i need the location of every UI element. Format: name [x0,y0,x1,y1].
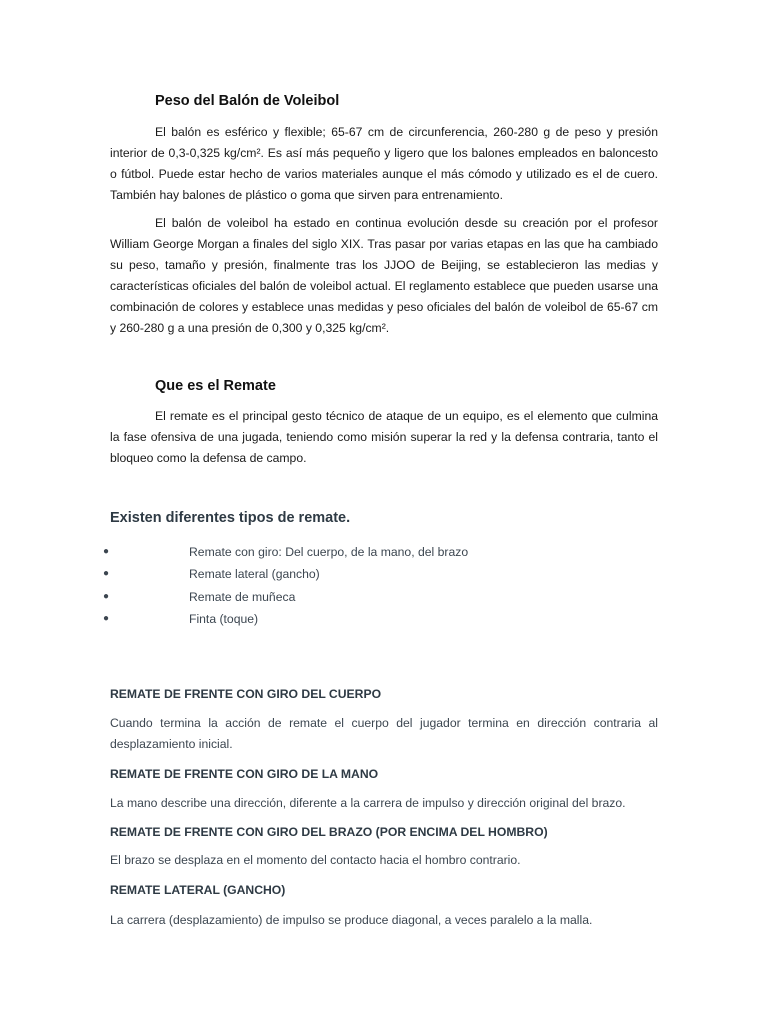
paragraph-giro-brazo: El brazo se desplaza en el momento del contacto hacia el hombro contrario. [110,853,521,867]
paragraph-giro-mano: La mano describe una dirección, diferente a la carrera de impulso y dirección original del brazo. [110,796,626,810]
list-item [103,586,658,608]
bullet-icon: ● [103,590,110,602]
bullet-icon: ● [103,546,110,557]
heading-tipos-remate: Existen diferentes tipos de remate. [110,510,351,526]
subheading-giro-cuerpo: REMATE DE FRENTE CON GIRO DEL CUERPO [110,687,382,701]
list-item [103,563,658,585]
subheading-giro-brazo: REMATE DE FRENTE CON GIRO DEL BRAZO (POR ENCIMA DEL HOMBRO) [110,825,548,839]
list-tipos-remate [103,541,658,630]
list-item-text: Remate lateral (gancho) [189,567,320,582]
subheading-remate-lateral: REMATE LATERAL (GANCHO) [110,883,286,897]
paragraph-balon-esferico: El balón es esférico y flexible; 65-67 cm de circunferencia, 260-280 g de peso y presión interior de 0,3-0,325 kg/cm². Es así más pequeño y ligero que los balones empleados en baloncesto o fútbol. Puede estar hecho de varios materiales aunque el más cómodo y utilizado es el de cuero. También hay balones de plástico o goma que sirven para entrenamiento. [110,125,658,202]
list-item-text: Finta (toque) [189,611,259,626]
list-item-text: Remate con giro: Del cuerpo, de la mano, del brazo [189,545,469,559]
paragraph-evolucion-balon: El balón de voleibol ha estado en continua evolución desde su creación por el profesor William George Morgan a finales del siglo XIX. Tras pasar por varias etapas en las que ha cambiado su peso, tamaño y presión, finalmente tras los JJOO de Beijing, se establecieron las medias y características oficiales del balón de voleibol actual. El reglamento establece que pueden usarse una combinación de colores y establece unas medidas y peso oficiales del balón de voleibol de 65-67 cm y 260-280 g a una presión de 0,300 y 0,325 kg/cm². [110,216,658,335]
bullet-icon: ● [103,568,110,580]
paragraph-remate-definicion: El remate es el principal gesto técnico de ataque de un equipo, es el elemento que culmina la fase ofensiva de una jugada, teniendo como misión superar la red y la defensa contraria, tanto el bloqueo como la defensa de campo. [110,409,658,465]
heading-que-es-remate: Que es el Remate [155,378,276,394]
paragraph-giro-cuerpo: Cuando termina la acción de remate el cuerpo del jugador termina en dirección contraria al desplazamiento inicial. [110,716,658,751]
list-item-text: Remate de muñeca [189,589,296,604]
subheading-giro-mano: REMATE DE FRENTE CON GIRO DE LA MANO [110,767,379,781]
list-item [103,608,658,630]
list-item [103,541,658,563]
bullet-icon: ● [103,612,110,624]
heading-peso-balon: Peso del Balón de Voleibol [155,93,340,109]
paragraph-remate-lateral: La carrera (desplazamiento) de impulso se produce diagonal, a veces paralelo a la malla. [110,913,593,927]
